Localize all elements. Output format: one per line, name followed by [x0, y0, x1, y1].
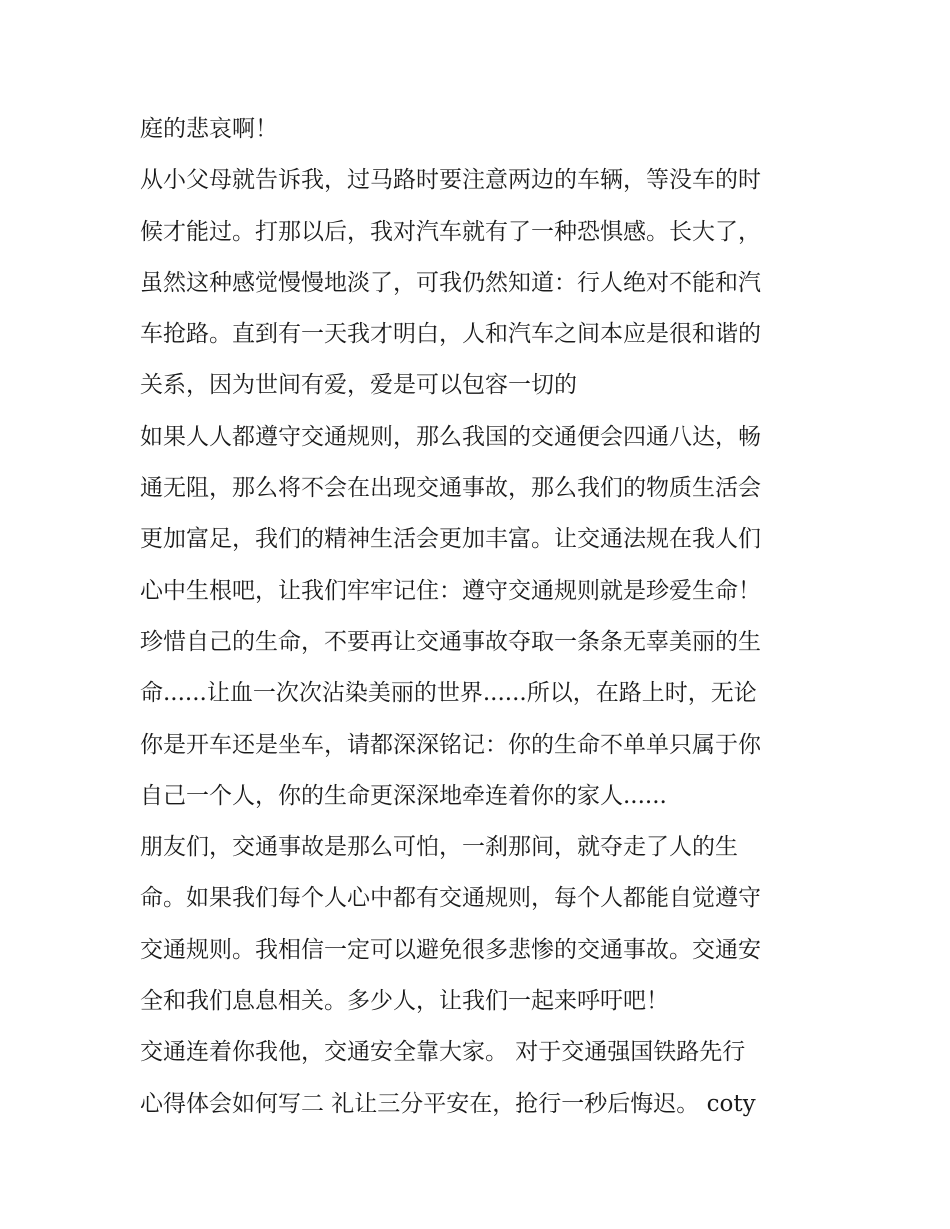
text-line: 庭的悲哀啊！ — [140, 116, 278, 142]
text-line: 心中生根吧，让我们牢牢记住：遵守交通规则就是珍爱生命！ — [140, 577, 761, 604]
text-line: 命。如果我们每个人心中都有交通规则，每个人都能自觉遵守 — [140, 885, 761, 912]
text-line: 朋友们，交通事故是那么可怕，一刹那间，就夺走了人的生 — [140, 834, 738, 861]
text-line: 自己一个人，你的生命更深深地牵连着你的家人...... — [140, 782, 667, 809]
text-line: 车抢路。直到有一天我才明白，人和汽车之间本应是很和谐的 — [140, 321, 761, 348]
text-line: 如果人人都遵守交通规则，那么我国的交通便会四通八达，畅 — [140, 423, 761, 450]
text-line: 命......让血一次次沾染美丽的世界......所以，在路上时，无论 — [140, 680, 757, 707]
text-line: 珍惜自己的生命，不要再让交通事故夺取一条条无辜美丽的生 — [140, 628, 761, 655]
body-text — [140, 104, 820, 1130]
text-line: 交通规则。我相信一定可以避免很多悲惨的交通事故。交通安 — [140, 936, 761, 963]
text-line: 虽然这种感觉慢慢地淡了，可我仍然知道：行人绝对不能和汽 — [140, 269, 761, 296]
text-line: 关系，因为世间有爱，爱是可以包容一切的 — [140, 372, 577, 399]
text-line: 你是开车还是坐车，请都深深铭记：你的生命不单单只属于你 — [140, 731, 761, 758]
text-line: 通无阻，那么将不会在出现交通事故，那么我们的物质生活会 — [140, 475, 761, 502]
text-line: 候才能过。打那以后，我对汽车就有了一种恐惧感。长大了， — [140, 218, 761, 245]
text-line: 全和我们息息相关。多少人，让我们一起来呼吁吧！ — [140, 988, 669, 1015]
text-line: 交通连着你我他，交通安全靠大家。 对于交通强国铁路先行 — [140, 1039, 746, 1066]
text-line: 更加富足，我们的精神生活会更加丰富。让交通法规在我人们 — [140, 526, 761, 553]
text-line: 心得体会如何写二 礼让三分平安在，抢行一秒后悔迟。 coty — [140, 1090, 756, 1117]
text-line: 从小父母就告诉我，过马路时要注意两边的车辆，等没车的时 — [140, 167, 761, 194]
